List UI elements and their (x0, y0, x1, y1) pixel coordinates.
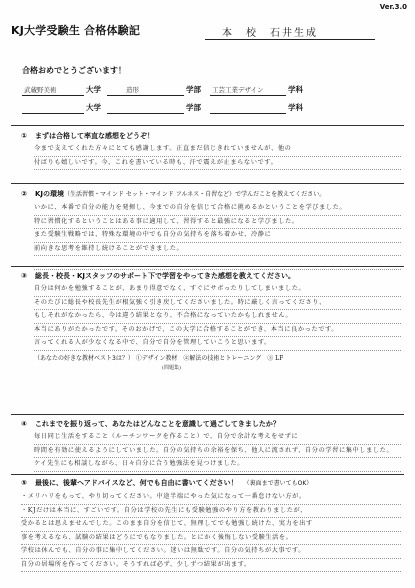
university-line (22, 95, 84, 96)
answer-line: ・メリハリをもって、やり切ってください。中途半端にやった気になって一番怠けない方が。 (21, 491, 401, 505)
answer-line: もしそれがなかったら、今は違う結果となり、不合格になっていたかもしれません。 (34, 310, 401, 324)
faculty-value: 造形 (126, 86, 139, 94)
question-title: ③ 総長・校長・KJスタッフのサポート下で学習をやってきた感想を教えてください。 (21, 272, 296, 280)
question-title: ② KJの環境（生活習慣・マインド セット・マインド フルネス・自習など）で学んだことを教えてください。 (21, 190, 326, 198)
answer-line: 前向きな思考を維持し続けることができました。 (34, 243, 401, 257)
answer-line: 今まで支えてくれた方々にとても感謝します。正直まだ信じきれていませんが、他の (34, 143, 401, 157)
question-5 (21, 478, 401, 572)
department-label: 学科 (288, 85, 303, 94)
answer-line: 時間を有効に使えるようにしていました。自分の気持ちの余裕を保ち、他人に流されず、自分の学習に集中しました。 (34, 445, 401, 459)
answer-line (34, 170, 401, 184)
university-value: 武蔵野美術 (24, 86, 57, 94)
department-value: 工芸工業デザイン (212, 86, 264, 94)
university-line (22, 113, 84, 114)
materials-note-row (34, 364, 401, 371)
question-4 (21, 419, 401, 472)
answer-lines (34, 283, 401, 351)
university-row (22, 82, 382, 96)
answer-line: 言ってくれる人が少なくなる中で、自分で自分を管理していこうと思います。 (34, 337, 401, 351)
materials-label: （あなたの好きな教材ベスト3は？） (34, 354, 134, 362)
faculty-line (107, 95, 184, 96)
answer-line (34, 256, 401, 270)
name-underline (205, 39, 375, 40)
answer-lines (34, 202, 401, 270)
section-divider (11, 474, 404, 475)
answer-line: そのたびに総長や校長先生が根気強く引き戻してくださいました。時に厳しく言ってくださり、 (34, 297, 401, 311)
university-label: 大学 (86, 85, 101, 94)
materials-items: ①デザイン教材 ②解法の技術とトレーニング ③ LF (135, 354, 284, 362)
answer-line: ・KJだけは本当に、すごいです。自分は学校の先生にも受験勉強のやり方を教わりましたが、 (21, 505, 401, 519)
answer-line: 付ばりも嬉しいです。今、これを書いている時も、汗で震えが止まらないです。 (34, 157, 401, 171)
student-name: 本 校 石井生成 (222, 28, 318, 39)
section-divider (11, 414, 404, 415)
section-divider (11, 183, 404, 184)
section-divider (11, 266, 404, 267)
answer-lines (34, 431, 401, 472)
version-label: Ver.3.0 (379, 3, 407, 11)
question-2 (21, 189, 401, 270)
answer-line: 本当にありがたかったです。そのおかげで、この大学に合格することができ、本当に良かったです。 (34, 324, 401, 338)
department-line (210, 95, 286, 96)
answer-line: 自分は何かを勉強することが、あまり得意でなく、すぐにサボったりしてしまいました。 (34, 283, 401, 297)
section-divider (11, 125, 404, 126)
university-label: 大学 (86, 103, 101, 112)
faculty-line (107, 113, 184, 114)
favorite-materials (34, 353, 401, 362)
materials-note: (問題集) (162, 364, 181, 371)
answer-line: また受験生戦略では、特殊な環境の中でも自分の気持ちを落ち着かせ、冷静に (34, 229, 401, 243)
answer-lines (34, 143, 401, 184)
question-title: ④ これまでを振り返って、あなたはどんなことを意識して過ごしてきましたか？ (21, 420, 280, 428)
answer-line: 学校は休んでも、自分の事に集中してください。迷いは無駄です。自分の気持ちが大事です。 (21, 545, 401, 559)
congrats-heading: 合格おめでとうございます！ (22, 66, 126, 75)
document-title: KJ大学受験生 合格体験記 (11, 24, 141, 37)
answer-line: ケイ先生にも相談しながら、日々自分に合う勉強法を見つけました。 (34, 458, 401, 472)
answer-line: 事を考えるなら、試験の結果はどうにでもなりました。とにかく後悔しない受験生活を。 (21, 532, 401, 546)
answer-line: 毎日同じ生活をすること（ルーチンワークを作ること）で、自分で余計な考えをせずに (34, 431, 401, 445)
department-label: 学科 (288, 103, 303, 112)
answer-line: いかに、本番で自分の能力を発揮し、今までの自分を信じて合格に挑めるかということを学びました。 (34, 202, 401, 216)
answer-lines (21, 491, 401, 572)
answer-line: 自分の居場所を作ってください。そうすれば必ず、少しずつ結果が出ます。 (21, 559, 401, 573)
answer-line: 受かるとは思えませんでした。このまま自分を信じて、無理してでも勉強し続けた、実力を出す (21, 518, 401, 532)
faculty-label: 学部 (186, 103, 201, 112)
faculty-label: 学部 (186, 85, 201, 94)
question-1 (21, 131, 401, 184)
answer-line: 特に習慣化するということはある事に適用して、習得すると最強になると学びました。 (34, 216, 401, 230)
question-title: ⑤ 最後に、後輩へアドバイスなど、何でも自由に書いてください！ （裏面まで書いてもOK） (21, 479, 313, 487)
department-line (210, 113, 286, 114)
question-title: ① まずは合格して率直な感想をどうぞ！ (21, 132, 154, 140)
question-3 (21, 271, 401, 371)
university-row (22, 100, 382, 114)
